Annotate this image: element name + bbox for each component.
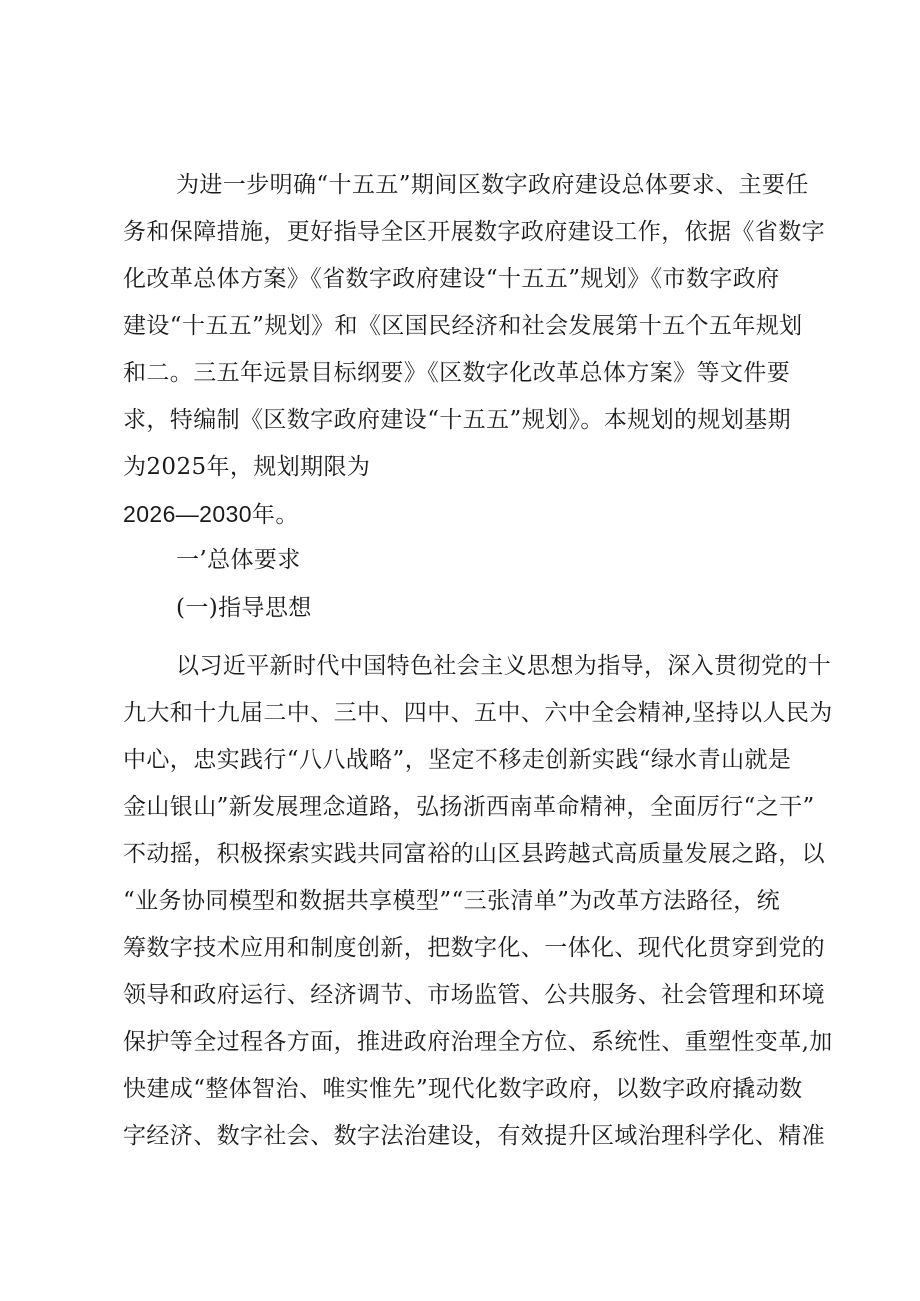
intro-line-4: 建设“十五五”规划》和《区国民经济和社会发展第十五个五年规划: [123, 313, 803, 339]
guiding-line-10: 快建成“整体智治、唯实惟先”现代化数字政府，以数字政府撬动数: [123, 1076, 803, 1102]
intro-line-3: 化改革总体方案》《省数字政府建设“十五五”规划》《市数字政府: [123, 266, 780, 292]
guiding-line-11: 字经济、数字社会、数字法治建设，有效提升区域治理科学化、精准: [123, 1123, 825, 1149]
subsection-heading: (一)指导思想: [176, 595, 312, 621]
intro-line-1: 为进一步明确“十五五”期间区数字政府建设总体要求、主要任: [176, 172, 809, 198]
guiding-line-3: 中心，忠实践行“八八战略”，坚定不移走创新实践“绿水青山就是: [123, 747, 792, 773]
guiding-line-6: “业务协同模型和数据共享模型”“三张清单”为改革方法路径，统: [123, 888, 781, 914]
intro-line-8: 2026—2030年。: [123, 501, 299, 527]
section-heading: 一’总体要求: [176, 547, 301, 573]
intro-line-7: 为2025年，规划期限为: [123, 454, 371, 480]
guiding-line-2: 九大和十九届二中、三中、四中、五中、六中全会精神,坚持以人民为: [123, 700, 833, 726]
guiding-line-8: 领导和政府运行、经济调节、市场监管、公共服务、社会管理和环境: [123, 982, 825, 1008]
guiding-line-5: 不动摇，积极探索实践共同富裕的山区县跨越式高质量发展之路，以: [123, 841, 825, 867]
guiding-line-1: 以习近平新时代中国特色社会主义思想为指导，深入贯彻党的十: [176, 653, 832, 679]
guiding-line-4: 金山银山”新发展理念道路，弘扬浙西南革命精神，全面厉行“之干”: [123, 794, 815, 820]
guiding-line-7: 筹数字技术应用和制度创新，把数字化、一体化、现代化贯穿到党的: [123, 935, 825, 961]
intro-line-2: 务和保障措施，更好指导全区开展数字政府建设工作，依据《省数字: [123, 219, 825, 245]
intro-line-5: 和二。三五年远景目标纲要》《区数字化改革总体方案》等文件要: [123, 360, 791, 386]
intro-line-6: 求，特编制《区数字政府建设“十五五”规划》。本规划的规划基期: [123, 407, 792, 433]
guiding-line-9: 保护等全过程各方面，推进政府治理全方位、系统性、重塑性变革,加: [123, 1029, 833, 1055]
